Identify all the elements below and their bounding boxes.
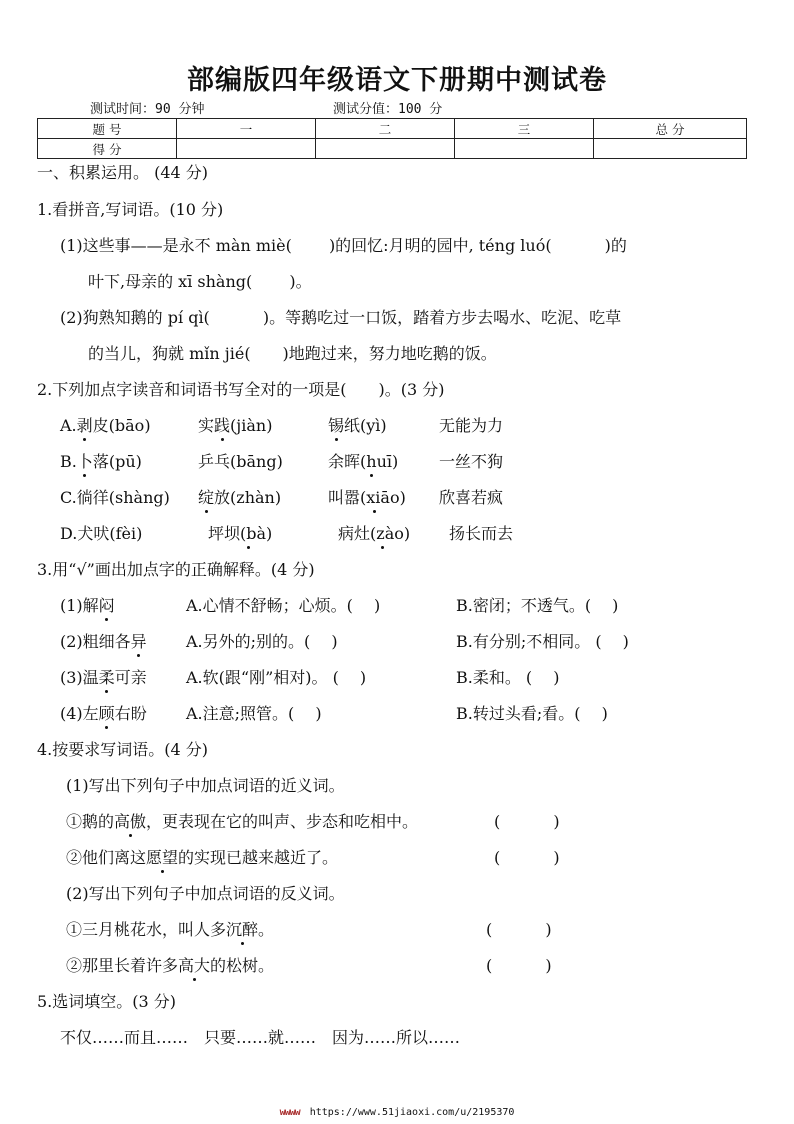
question-text: 的当儿，狗就 mǐn jié( )地跑过来，努力地吃鹅的饭。 (88, 344, 497, 363)
option-text: C.徜徉(shàng) (60, 488, 170, 507)
choice-b[interactable]: B.密闭；不透气。( ) (456, 596, 619, 615)
word-item: (3)温柔可亲 (60, 668, 147, 687)
answer-blank[interactable]: ( ) (494, 848, 560, 867)
option-text: D.犬吠(fèi) (60, 524, 143, 543)
question-title: 3.用“√”画出加点字的正确解释。(4 分) (37, 560, 315, 579)
sub-question: (2)写出下列句子中加点词语的反义词。 (66, 884, 345, 903)
choice-b[interactable]: B.转过头看;看。( ) (456, 704, 608, 723)
option-text: 余晖(huī) (328, 452, 399, 471)
score-input-cell[interactable] (177, 139, 316, 159)
word-item: (4)左顾右盼 (60, 704, 147, 723)
sentence: ②那里长着许多高大的松树。 (66, 956, 275, 975)
header-cell: 题 号 (38, 119, 177, 139)
score-table (37, 118, 747, 159)
choice-a[interactable]: A.软(跟“刚”相对)。 ( ) (186, 668, 367, 687)
page-title: 部编版四年级语文下册期中测试卷 (187, 65, 607, 96)
choice-b[interactable]: B.有分别;不相同。 ( ) (456, 632, 629, 651)
header-cell: 总 分 (594, 119, 747, 139)
option-text: B.卜落(pū) (60, 452, 142, 471)
answer-blank[interactable]: ( ) (486, 920, 552, 939)
exam-time: 测试时间：90 分钟 (90, 102, 205, 117)
word-item: (2)粗细各异 (60, 632, 147, 651)
choice-a[interactable]: A.注意;照管。( ) (186, 704, 322, 723)
option-text: 乒乓(bāng) (198, 452, 283, 471)
exam-score-total: 测试分值：100 分 (333, 102, 443, 117)
header-cell: 三 (455, 119, 594, 139)
header-cell: 二 (316, 119, 455, 139)
score-input-cell[interactable] (594, 139, 747, 159)
sentence: ①三月桃花水，叫人多沉醉。 (66, 920, 275, 939)
option-text: 绽放(zhàn) (198, 488, 282, 507)
question-title: 5.选词填空。(3 分) (37, 992, 177, 1011)
question-text: 叶下,母亲的 xī shàng( )。 (88, 272, 312, 291)
option-text: 锡纸(yì) (328, 416, 387, 435)
question-text: (2)狗熟知鹅的 pí qì( )。等鹅吃过一口饭，踏着方步去喝水、吃泥、吃草 (60, 308, 622, 327)
option-text: 欣喜若疯 (439, 488, 504, 507)
option-text: A.剥皮(bāo) (60, 416, 151, 435)
option-text: 病灶(zào) (338, 524, 411, 543)
choice-a[interactable]: A.心情不舒畅；心烦。( ) (186, 596, 381, 615)
sub-question: (1)写出下列句子中加点词语的近义词。 (66, 776, 345, 795)
word-options: 不仅……而且…… 只要……就…… 因为……所以…… (60, 1028, 461, 1047)
question-title: 1.看拼音,写词语。(10 分) (37, 200, 224, 219)
choice-a[interactable]: A.另外的;别的。( ) (186, 632, 338, 651)
option-text: 实践(jiàn) (198, 416, 273, 435)
sentence: ①鹅的高傲，更表现在它的叫声、步态和吃相中。 (66, 812, 419, 831)
score-input-cell[interactable] (455, 139, 594, 159)
sentence: ②他们离这愿望的实现已越来越近了。 (66, 848, 339, 867)
footer (0, 1107, 794, 1118)
choice-b[interactable]: B.柔和。 ( ) (456, 668, 560, 687)
site-logo-icon: wwww (279, 1107, 300, 1118)
answer-blank[interactable]: ( ) (486, 956, 552, 975)
question-title: 4.按要求写词语。(4 分) (37, 740, 209, 759)
header-cell: 一 (177, 119, 316, 139)
source-link[interactable]: https://www.51jiaoxi.com/u/2195370 (309, 1107, 515, 1118)
option-text: 扬长而去 (449, 524, 514, 543)
score-table-score-row (38, 139, 747, 159)
answer-blank[interactable]: ( ) (494, 812, 560, 831)
score-label-cell: 得 分 (38, 139, 177, 159)
score-input-cell[interactable] (316, 139, 455, 159)
question-text: (1)这些事——是永不 màn miè( )的回忆:月明的园中, téng luó( )的 (60, 236, 627, 255)
section-heading: 一、积累运用。 (44 分) (37, 163, 209, 182)
option-text: 叫嚣(xiāo) (328, 488, 406, 507)
question-title: 2.下列加点字读音和词语书写全对的一项是( )。(3 分) (37, 380, 445, 399)
word-item: (1)解闷 (60, 596, 115, 615)
option-text: 无能为力 (439, 416, 504, 435)
option-text: 坪坝(bà) (208, 524, 273, 543)
score-table-header-row (38, 119, 747, 139)
option-text: 一丝不狗 (439, 452, 504, 471)
